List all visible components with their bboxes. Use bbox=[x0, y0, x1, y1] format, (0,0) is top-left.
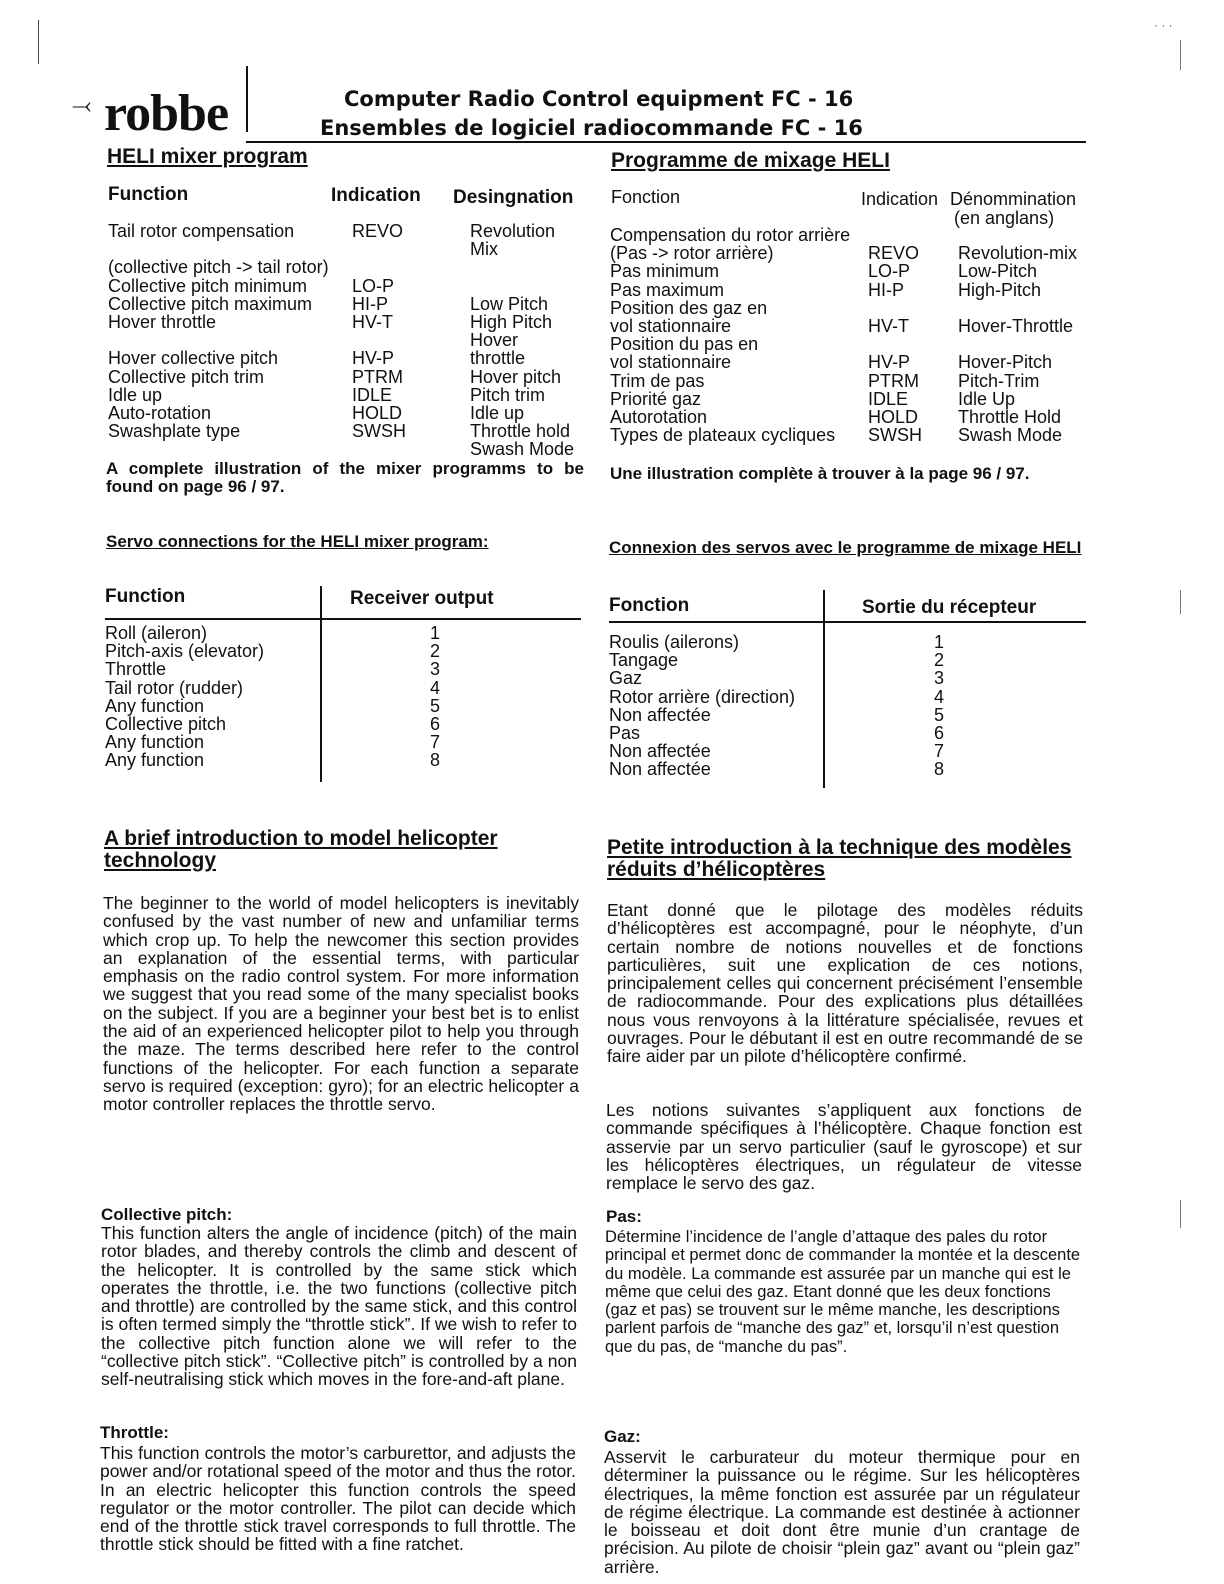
servo-function: Pitch-axis (elevator) bbox=[105, 641, 265, 662]
servo-fonction: Roulis (ailerons) bbox=[609, 632, 740, 652]
servo-output: 1 bbox=[429, 623, 440, 643]
servo-function: Collective pitch bbox=[105, 713, 227, 734]
mixer-designation-fr bbox=[958, 299, 1088, 317]
servo-fonction-list bbox=[609, 633, 819, 779]
mixer-function: Idle up bbox=[108, 384, 163, 405]
servo-table-divider-fr bbox=[823, 590, 825, 788]
mixer-designation: High Pitch bbox=[470, 311, 553, 332]
mixer-indication: PTRM bbox=[352, 366, 403, 387]
mixer-designation-fr: High-Pitch bbox=[958, 279, 1042, 300]
mixer-col-designation: Desingnation bbox=[453, 187, 574, 208]
servo-output-fr: 8 bbox=[933, 759, 944, 780]
mixer-designation: Low Pitch bbox=[470, 293, 549, 314]
scan-edge-tick bbox=[1180, 1200, 1181, 1228]
servo-function: Any function bbox=[105, 750, 205, 771]
mixer-fonction: Priorité gaz bbox=[610, 388, 702, 409]
mixer-designation: throttle bbox=[470, 348, 526, 369]
servo-fonction: Non affectée bbox=[609, 704, 711, 725]
mixer-designation-fr: Throttle Hold bbox=[958, 406, 1062, 427]
servo-output: 4 bbox=[429, 677, 440, 698]
mixer-designation: Revolution bbox=[470, 221, 556, 241]
intro-heading-fr: Petite introduction à la technique des modèles réduits d’hélicoptères bbox=[607, 836, 1072, 882]
mixer-function: Hover collective pitch bbox=[108, 348, 279, 369]
intro-text-fr-2: Les notions suivantes s’appliquent aux fonctions de commande spécifiques à l’hélicoptère. Chaque fonction est asservie par un servo particulier (sauf le gyroscope) et sur les hélicoptères électriques, un régulateur de vitesse remplace le servo des gaz. bbox=[606, 1100, 1082, 1194]
mixer-indication: HI-P bbox=[352, 293, 388, 314]
servo-fonction: Non affectée bbox=[609, 759, 711, 780]
mixer-designation: Hover bbox=[470, 330, 519, 351]
mixer-indication-fr: HV-T bbox=[868, 315, 910, 336]
mixer-designation: Throttle hold bbox=[470, 421, 571, 442]
servo-output: 7 bbox=[429, 732, 440, 753]
mixer-fonction: Compensation du rotor arrière bbox=[610, 225, 851, 245]
servo-output-list bbox=[415, 624, 455, 770]
mixer-indication-fr bbox=[868, 299, 948, 317]
mixer-designation bbox=[470, 258, 590, 276]
mixer-function: Auto-rotation bbox=[108, 402, 212, 423]
mixer-function-list bbox=[108, 222, 348, 440]
servo-table-rule bbox=[105, 618, 581, 620]
servo-function: Tail rotor (rudder) bbox=[105, 677, 244, 698]
mixer-designation-fr: Low-Pitch bbox=[958, 261, 1038, 282]
collective-heading-en: Collective pitch: bbox=[101, 1205, 233, 1224]
scan-edge-tick bbox=[1180, 40, 1181, 70]
servo-output-list-fr bbox=[919, 633, 959, 779]
mixer-designation: Pitch trim bbox=[470, 384, 546, 405]
intro-heading-en: A brief introduction to model helicopter technology bbox=[104, 827, 498, 873]
servo-function: Any function bbox=[105, 732, 205, 753]
servo-output-fr: 7 bbox=[933, 741, 944, 762]
servo-table-divider bbox=[320, 586, 322, 782]
mixer-fonction: Pas maximum bbox=[610, 279, 725, 300]
mixer-indication-fr: REVO bbox=[868, 243, 920, 264]
servo-col-sortie: Sortie du récepteur bbox=[862, 597, 1037, 618]
servo-function: Any function bbox=[105, 695, 205, 716]
servo-output: 3 bbox=[429, 659, 440, 680]
mixer-designation-fr: Hover-Pitch bbox=[958, 352, 1053, 373]
mixer-fonction-list bbox=[610, 226, 860, 444]
mixer-indication-list bbox=[352, 222, 442, 440]
mixer-indication: REVO bbox=[352, 221, 404, 241]
servo-function: Throttle bbox=[105, 659, 167, 680]
mixer-indication: SWSH bbox=[352, 421, 406, 442]
mixer-designation: Hover pitch bbox=[470, 366, 562, 387]
logo-helicopter-icon: ⤙ bbox=[72, 92, 92, 119]
servo-output-fr: 3 bbox=[933, 668, 944, 689]
mixer-indication: IDLE bbox=[352, 384, 393, 405]
pas-text: Détermine l’incidence de l’angle d’attaque des pales du rotor principal et permet donc de commander la montée et la descente du modèle. La commande est assurée par un manche qui est le même que celui des gaz. Etant donné que les deux fonctions (gaz et pas) se trouvent sur le même manche, les descriptions parlent parfois de “manche des gaz” et, lorsqu’il n’est question que du pas, de “manche du pas”. bbox=[605, 1228, 1081, 1356]
mixer-indication-fr: LO-P bbox=[868, 261, 911, 282]
mixer-function: Tail rotor compensation bbox=[108, 221, 295, 241]
mixer-col-function: Function bbox=[108, 184, 189, 205]
mixer-indication-fr: SWSH bbox=[868, 425, 922, 446]
header-title-en: Computer Radio Control equipment FC - 16 bbox=[344, 87, 854, 111]
mixer-designation-list-fr bbox=[958, 226, 1088, 444]
scan-edge-tick bbox=[1180, 590, 1181, 614]
mixer-function bbox=[108, 240, 348, 258]
mixer-fonction: Position du pas en bbox=[610, 334, 759, 355]
servo-fonction: Non affectée bbox=[609, 741, 711, 762]
mixer-indication bbox=[352, 258, 442, 276]
illustration-note-en: A complete illustration of the mixer programms to be found on page 96 / 97. bbox=[106, 459, 584, 496]
mixer-indication: HV-P bbox=[352, 348, 395, 369]
collective-text-en: This function alters the angle of incidence (pitch) of the main rotor blades, and thereby controls the climb and descent of the helicopter. It is controlled by the same stick which operates the throttle, i.e. the two functions (collective pitch and throttle) are controlled by the same stick, and this control is often termed simply the “throttle stick”. If we wish to refer to the collective pitch function alone we will refer to the “collective pitch stick”. “Collective pitch” is controlled by a non self-neutralising stick which moves in the fore-and-aft plane. bbox=[101, 1223, 577, 1390]
mixer-designation-fr: Swash Mode bbox=[958, 425, 1063, 446]
mixer-heading-fr: Programme de mixage HELI bbox=[611, 149, 890, 172]
mixer-fonction: Trim de pas bbox=[610, 370, 705, 391]
mixer-heading-en: HELI mixer program bbox=[107, 145, 308, 168]
servo-col-fonction: Fonction bbox=[609, 595, 690, 616]
servo-output: 8 bbox=[429, 750, 440, 771]
servo-col-output: Receiver output bbox=[350, 588, 494, 609]
servo-heading-fr: Connexion des servos avec le programme de mixage HELI bbox=[609, 538, 1082, 557]
throttle-text-en: This function controls the motor’s carburettor, and adjusts the power and/or rotational speed of the motor and thus the rotor. In an electric helicopter this function controls the speed regulator or the motor controller. The pilot can decide which end of the throttle stick travel corresponds to full throttle. The throttle stick should be fitted with a fine ratchet. bbox=[100, 1443, 576, 1555]
mixer-function: (collective pitch -> tail rotor) bbox=[108, 257, 329, 278]
servo-heading-en: Servo connections for the HELI mixer program: bbox=[106, 532, 489, 551]
mixer-indication: HV-T bbox=[352, 311, 394, 332]
servo-output-fr: 1 bbox=[933, 632, 944, 652]
scan-corner-mark: · · · bbox=[1154, 18, 1173, 32]
mixer-indication bbox=[352, 331, 442, 349]
brand-logo: robbe bbox=[104, 85, 229, 142]
mixer-function: Collective pitch maximum bbox=[108, 293, 313, 314]
mixer-indication-fr: PTRM bbox=[868, 370, 919, 391]
servo-output-fr: 6 bbox=[933, 722, 944, 743]
mixer-function: Hover throttle bbox=[108, 311, 217, 332]
mixer-col-fonction: Fonction bbox=[611, 187, 681, 207]
mixer-indication-fr: HV-P bbox=[868, 352, 911, 373]
mixer-indication-fr: HOLD bbox=[868, 406, 919, 427]
servo-output: 2 bbox=[429, 641, 440, 662]
mixer-designation: Idle up bbox=[470, 402, 525, 423]
header-title-fr: Ensembles de logiciel radiocommande FC - 16 bbox=[320, 116, 863, 140]
intro-text-en: The beginner to the world of model helicopters is inevitably confused by the vast number of new and unfamiliar terms which crop up. To help the newcomer this section provides an explanation of the essential terms, with particular emphasis on the radio control system. For more information we suggest that you read some of the many specialist books on the subject. If you are a beginner your best bet is to enlist the aid of an experienced helicopter pilot to help you through the maze. The terms described here refer to the control functions of the helicopter. For each function a separate servo is required (exception: gyro); for an electric helicopter a motor controller replaces the throttle servo. bbox=[103, 893, 579, 1115]
mixer-fonction: vol stationnaire bbox=[610, 352, 732, 373]
servo-output-fr: 4 bbox=[933, 686, 944, 707]
illustration-note-fr: Une illustration complète à trouver à la page 96 / 97. bbox=[610, 464, 1030, 483]
mixer-fonction: Types de plateaux cycliques bbox=[610, 425, 836, 446]
mixer-designation-fr: Hover-Throttle bbox=[958, 315, 1074, 336]
servo-output-fr: 2 bbox=[933, 650, 944, 671]
mixer-designation-list bbox=[470, 222, 590, 458]
mixer-function bbox=[108, 331, 348, 349]
mixer-col-denommination: Dénommination bbox=[950, 189, 1077, 209]
mixer-col-en-anglans: (en anglans) bbox=[954, 208, 1055, 228]
servo-fonction: Gaz bbox=[609, 668, 643, 689]
mixer-fonction: Pas minimum bbox=[610, 261, 720, 282]
mixer-designation-fr: Pitch-Trim bbox=[958, 370, 1040, 391]
mixer-indication: LO-P bbox=[352, 275, 395, 296]
mixer-fonction: Autorotation bbox=[610, 406, 708, 427]
servo-fonction: Rotor arrière (direction) bbox=[609, 686, 796, 707]
mixer-function: Collective pitch minimum bbox=[108, 275, 308, 296]
servo-fonction: Tangage bbox=[609, 650, 679, 671]
header-divider bbox=[246, 66, 248, 132]
mixer-fonction: vol stationnaire bbox=[610, 315, 732, 336]
servo-output-fr: 5 bbox=[933, 704, 944, 725]
mixer-designation-fr: Idle Up bbox=[958, 388, 1016, 409]
servo-output: 5 bbox=[429, 695, 440, 716]
scan-margin-line bbox=[38, 20, 39, 64]
mixer-function: Swashplate type bbox=[108, 421, 241, 442]
header-rule bbox=[246, 141, 1086, 143]
servo-output: 6 bbox=[429, 713, 440, 734]
gaz-heading: Gaz: bbox=[604, 1427, 641, 1446]
servo-function-list bbox=[105, 624, 315, 770]
mixer-indication-fr bbox=[868, 335, 948, 353]
mixer-fonction: Position des gaz en bbox=[610, 297, 768, 318]
mixer-col-indication-fr: Indication bbox=[861, 189, 939, 209]
pas-heading: Pas: bbox=[606, 1207, 642, 1226]
mixer-indication: HOLD bbox=[352, 402, 403, 423]
throttle-heading-en: Throttle: bbox=[100, 1423, 169, 1442]
servo-fonction: Pas bbox=[609, 722, 641, 743]
servo-col-function: Function bbox=[105, 586, 186, 607]
mixer-col-indication: Indication bbox=[331, 185, 421, 206]
intro-text-fr-1: Etant donné que le pilotage des modèles réduits d’hélicoptères est accompagné, pour le néophyte, d’un certain nombre de notions nouvelles et de fonctions particulières, suit une explication de ces notions, principalement celles qui concernent précisément l’ensemble de radiocommande. Pour des explications plus détaillées nous vous renvoyons à la littérature spécialisée, revues et ouvrages. Pour le débutant il est en outre recommandé de se faire aider par un pilote d’hélicoptère confirmé. bbox=[607, 900, 1083, 1067]
servo-function: Roll (aileron) bbox=[105, 623, 208, 643]
servo-table-rule-fr bbox=[609, 621, 1086, 623]
mixer-designation: Mix bbox=[470, 239, 498, 260]
mixer-designation bbox=[470, 277, 590, 295]
mixer-designation-fr bbox=[958, 226, 1088, 244]
mixer-designation-fr bbox=[958, 335, 1088, 353]
mixer-indication-fr: IDLE bbox=[868, 388, 909, 409]
mixer-indication-fr bbox=[868, 226, 948, 244]
gaz-text: Asservit le carburateur du moteur thermique pour en déterminer la puissance ou le régime. Sur les hélicoptères électriques, la même fonction est assurée par un régulateur de régime électrique. La commande est destinée à actionner le boisseau et doit dont être munie d’un crantage de précision. Au pilote de choisir “plein gaz” avant ou “plein gaz” arrière. bbox=[604, 1447, 1080, 1577]
mixer-indication-list-fr bbox=[868, 226, 948, 444]
mixer-designation-fr: Revolution-mix bbox=[958, 243, 1078, 264]
mixer-function: Collective pitch trim bbox=[108, 366, 265, 387]
mixer-fonction: (Pas -> rotor arrière) bbox=[610, 243, 774, 264]
mixer-indication-fr: HI-P bbox=[868, 279, 904, 300]
mixer-indication bbox=[352, 240, 442, 258]
mixer-designation: Swash Mode bbox=[470, 439, 575, 460]
